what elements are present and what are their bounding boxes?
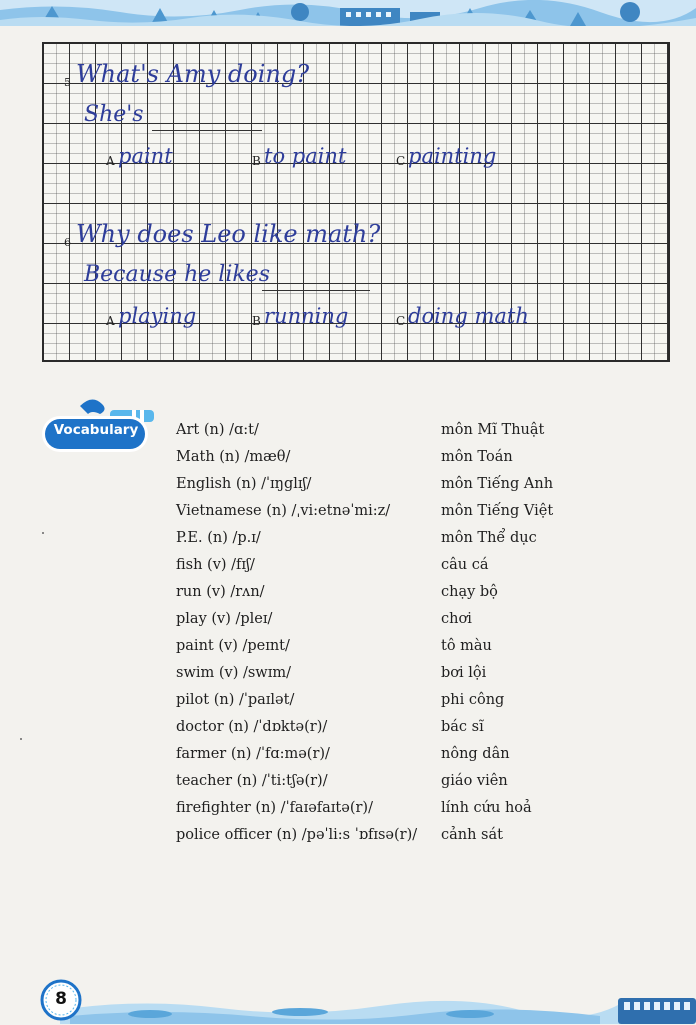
exercise-5-question: What's Amy doing? <box>76 60 310 88</box>
bottom-banner <box>0 980 696 1024</box>
vocabulary-row <box>0 449 696 475</box>
vocabulary-row <box>0 719 696 745</box>
page-number: 8 <box>55 989 67 1009</box>
vocabulary-row <box>0 503 696 529</box>
vocabulary-row <box>0 800 696 826</box>
vocabulary-meaning: môn Tiếng Việt <box>441 503 554 519</box>
exercise-5-option-b: to paint <box>264 144 347 168</box>
vocabulary-row <box>0 557 696 583</box>
exercise-5-answer-blank <box>152 130 262 131</box>
vocabulary-meaning: chơi <box>441 611 472 627</box>
vocabulary-meaning: giáo viên <box>441 773 508 789</box>
vocabulary-meaning: lính cứu hoả <box>441 800 532 816</box>
vocabulary-term: play (v) /pleɪ/ <box>176 611 273 627</box>
vocabulary-term: paint (v) /peɪnt/ <box>176 638 290 654</box>
vocabulary-term: English (n) /ˈɪŋglɪʃ/ <box>176 476 312 492</box>
vocabulary-row <box>0 827 696 853</box>
vocabulary-row <box>0 746 696 772</box>
exercise-6-question: Why does Leo like math? <box>76 220 381 248</box>
exercise-6-option-b: running <box>264 304 349 328</box>
vocabulary-meaning: môn Thể dục <box>441 530 537 546</box>
exercise-6-answer-stem: Because he likes <box>84 262 270 287</box>
exercise-5-answer-stem: She's <box>84 102 144 127</box>
exercise-6-option-c: doing math <box>408 304 529 328</box>
vocabulary-term: doctor (n) /ˈdɒktə(r)/ <box>176 719 328 735</box>
exercise-5-option-c: painting <box>408 144 497 168</box>
vocabulary-term: firefighter (n) /ˈfaɪəfaɪtə(r)/ <box>176 800 373 816</box>
vocabulary-term: swim (v) /swɪm/ <box>176 665 291 681</box>
vocabulary-row <box>0 584 696 610</box>
vocabulary-row <box>0 476 696 502</box>
vocabulary-meaning: bác sĩ <box>441 719 484 735</box>
vocabulary-meaning: câu cá <box>441 557 489 573</box>
exercise-5-number: 5 <box>64 76 71 89</box>
exercise-6-answer-blank <box>262 290 370 291</box>
vocabulary-term: fish (v) /fɪʃ/ <box>176 557 255 573</box>
vocabulary-row <box>0 773 696 799</box>
exercise-6-option-a-letter: A <box>106 314 115 328</box>
vocabulary-term: P.E. (n) /p.ɪ/ <box>176 530 261 546</box>
vocabulary-meaning: môn Mĩ Thuật <box>441 422 545 438</box>
vocabulary-meaning: môn Tiếng Anh <box>441 476 554 492</box>
vocabulary-term: teacher (n) /ˈti:tʃə(r)/ <box>176 773 328 789</box>
exercise-6-option-a: playing <box>118 304 197 328</box>
vocabulary-row <box>0 665 696 691</box>
vocabulary-term: police officer (n) /pəˈli:s ˈɒfɪsə(r)/ <box>176 827 418 843</box>
vocabulary-meaning: chạy bộ <box>441 584 498 600</box>
vocabulary-term: Math (n) /mæθ/ <box>176 449 291 465</box>
vocabulary-row <box>0 692 696 718</box>
vocabulary-row <box>0 611 696 637</box>
vocabulary-term: Art (n) /ɑ:t/ <box>176 422 259 438</box>
vocabulary-meaning: phi công <box>441 692 505 708</box>
vocabulary-term: Vietnamese (n) /ˌvi:etnəˈmi:z/ <box>176 503 391 519</box>
vocabulary-term: pilot (n) /ˈpaɪlət/ <box>176 692 295 708</box>
top-banner <box>0 0 696 26</box>
vocabulary-meaning: bơi lội <box>441 665 487 681</box>
handwriting-practice-grid <box>42 42 670 362</box>
scan-speck <box>42 532 44 534</box>
exercise-5-option-c-letter: C <box>396 154 406 168</box>
vocabulary-meaning: cảnh sát <box>441 827 503 843</box>
exercise-5-option-a-letter: A <box>106 154 115 168</box>
vocabulary-meaning: tô màu <box>441 638 492 654</box>
vocabulary-row <box>0 638 696 664</box>
vocabulary-badge-label: Vocabulary <box>53 422 139 438</box>
vocabulary-row <box>0 530 696 556</box>
exercise-6-option-c-letter: C <box>396 314 406 328</box>
vocabulary-term: run (v) /rʌn/ <box>176 584 265 600</box>
vocabulary-meaning: nông dân <box>441 746 510 762</box>
exercise-5-option-a: paint <box>118 144 173 168</box>
scan-speck <box>20 738 22 740</box>
vocabulary-term: farmer (n) /ˈfɑ:mə(r)/ <box>176 746 330 762</box>
exercise-5-option-b-letter: B <box>252 154 261 168</box>
vocabulary-meaning: môn Toán <box>441 449 513 465</box>
vocabulary-row <box>0 422 696 448</box>
exercise-6-number: 6 <box>64 236 71 249</box>
exercise-6-option-b-letter: B <box>252 314 261 328</box>
page-number-badge <box>38 979 84 1021</box>
